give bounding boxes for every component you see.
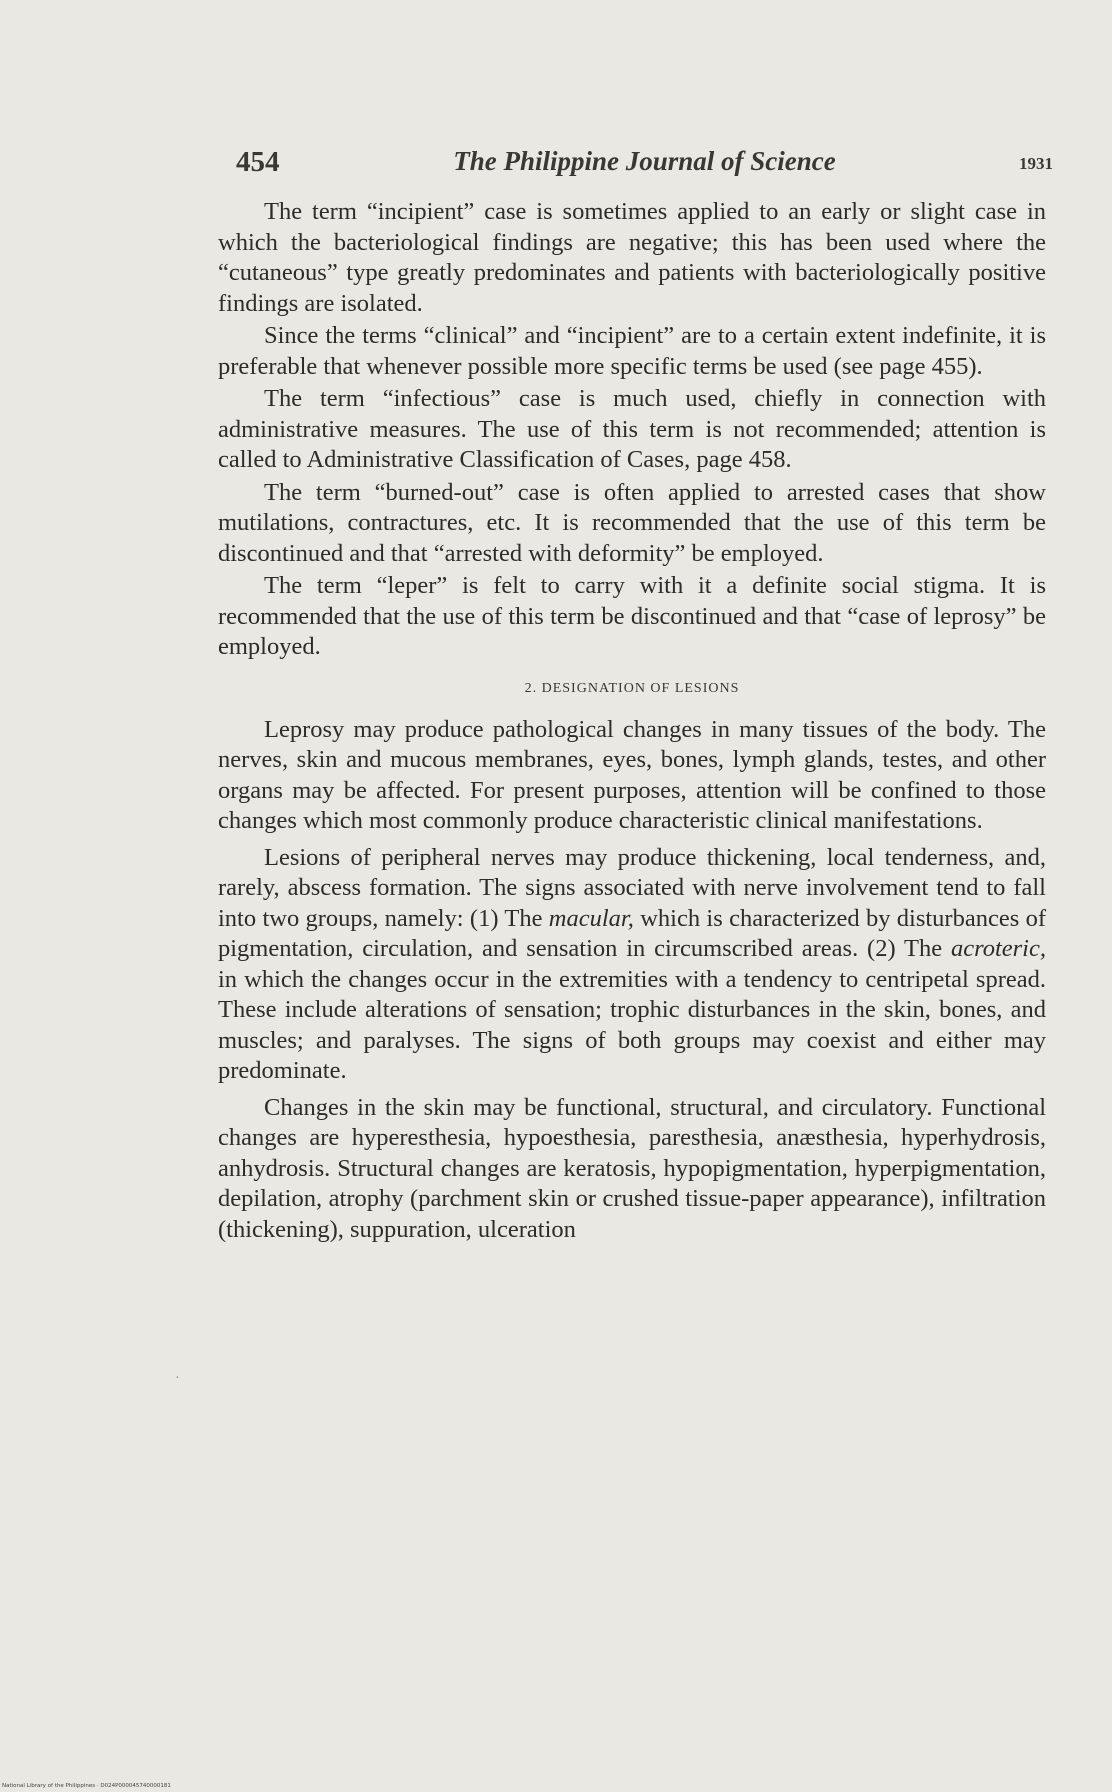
year: 1931 (1019, 154, 1053, 173)
journal-title: The Philippine Journal of Science (453, 146, 836, 176)
term-macular: macular, (548, 904, 634, 932)
section-heading: 2. DESIGNATION OF LESIONS (524, 680, 740, 696)
nerves-text-b: which is characterized by disturbances of pigmentation, circulation, and sensation in circumscribed areas. (2) The (218, 904, 1046, 962)
paragraph-leper: The term “leper” is felt to carry with it a definite social stigma. It is recommended that the use of this term be discontinued and that “case of leprosy” be employed. (218, 572, 1046, 660)
scan-footer: National Library of the Philippines · D024P000045740000181 (2, 1783, 171, 1789)
nerves-text-c: in which the changes occur in the extremities with a tendency to centripetal spread. These include alterations of sensation; trophic disturbances in the skin, bones, and muscles; and paralyses. The signs of both groups may coexist and either may predominate. (218, 965, 1046, 1084)
page-number: 454 (236, 146, 280, 178)
nerves-text-a: Lesions of peripheral nerves may produce thickening, local tenderness, and, rarely, abscess formation. The signs associated with nerve involvement tend to fall into two groups, namely: (1) The (218, 843, 1046, 932)
paragraph-incipient: The term “incipient” case is sometimes applied to an early or slight case in which the bacteriological findings are negative; this has been used where the “cutaneous” type greatly predominates and patients with bacteriologically positive findings are isolated. (218, 198, 1046, 317)
lesions-section (218, 715, 1046, 1246)
paragraph-peripheral-nerves (218, 843, 1046, 1087)
term-acroteric: acroteric, (950, 935, 1046, 962)
paragraph-infectious: The term “infectious” case is much used, chiefly in connection with administrative measures. The use of this term is not recommended; attention is called to Administrative Classification of Cases, page 458. (218, 385, 1046, 473)
body-text (218, 197, 1046, 1245)
paragraph-leprosy-changes: Leprosy may produce pathological changes in many tissues of the body. The nerves, skin and mucous membranes, eyes, bones, lymph glands, testes, and other organs may be affected. For present purposes, attention will be confined to those changes which most commonly produce characteristic clinical manifestations. (218, 715, 1046, 834)
paragraph-clinical: Since the terms “clinical” and “incipient” are to a certain extent indefinite, it is preferable that whenever possible more specific terms be used (see page 455). (218, 322, 1046, 380)
paragraph-burned-out: The term “burned-out” case is often applied to arrested cases that show mutilations, contractures, etc. It is recommended that the use of this term be discontinued and that “arrested with deformity” be employed. (218, 478, 1046, 567)
stray-mark: · (175, 1371, 180, 1386)
running-header (236, 146, 1053, 182)
paragraph-skin-changes: Changes in the skin may be functional, structural, and circulatory. Functional changes are hyperesthesia, hypoesthesia, paresthesia, anæsthesia, hyperhydrosis, anhydrosis. Structural changes are keratosis, hypopigmentation, hyperpigmentation, depilation, atrophy (parchment skin or crushed tissue-paper appearance), infiltration (thickening), suppuration, ulceration (218, 1093, 1046, 1243)
